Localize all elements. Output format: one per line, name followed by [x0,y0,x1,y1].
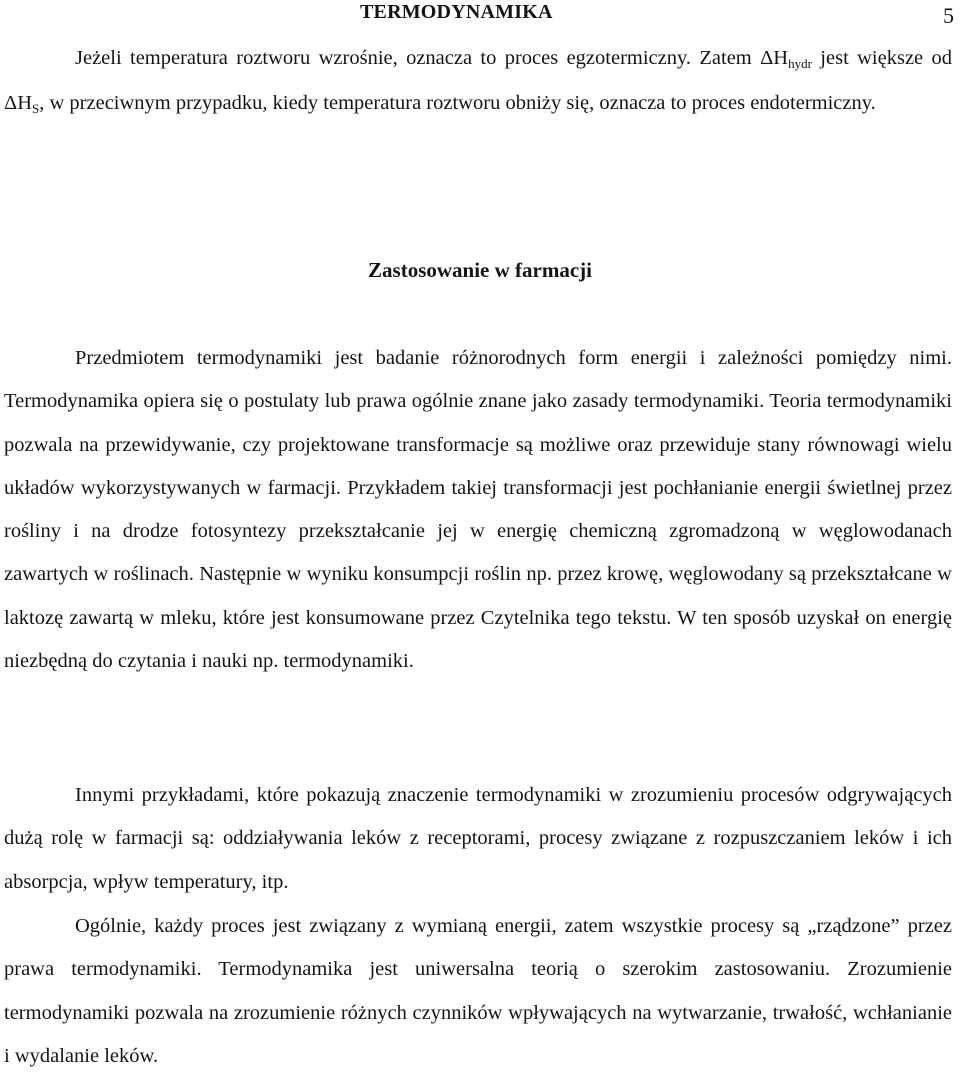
delta-symbol: Δ [4,92,18,114]
examples-paragraph-text: Innymi przykładami, które pokazują znaczenie termodynamiki w zrozumieniu procesów odgrywających dużą rolę w farmacji są: oddziaływania leków z receptorami, procesy związane z rozpuszczaniem leków i ich absorpcja, wpływ temperatury, itp. [4,784,952,893]
main-paragraph [4,337,952,683]
general-paragraph-text: Ogólnie, każdy proces jest związany z wymianą energii, zatem wszystkie procesy są „rządzone” przez prawa termodynamiki. Termodynamika jest uniwersalna teorią o szerokim zastosowaniu. Zrozumienie termodynamiki pozwala na zrozumienie różnych czynników wpływających na wytwarzanie, trwałość, wchłanianie i wydalanie leków. [4,915,952,1067]
intro-paragraph [4,36,952,126]
enthalpy-symbol: H [17,92,32,114]
intro-text-1: Jeżeli temperatura roztworu wzrośnie, oznacza to proces egzotermiczny. Zatem [75,47,761,69]
enthalpy-symbol: H [773,47,789,69]
page-number: 5 [943,3,954,28]
intro-text-3: , w przeciwnym przypadku, kiedy temperatura roztworu obniży się, oznacza to proces endotermiczny. [39,92,876,114]
subscript-hydr: hydr [788,56,812,71]
general-paragraph [4,905,952,1078]
header-title: TERMODYNAMIKA [360,1,553,23]
main-paragraph-text: Przedmiotem termodynamiki jest badanie różnorodnych form energii i zależności pomiędzy nimi. Termodynamika opiera się o postulaty lub prawa ogólnie znane jako zasady termodynamiki. Teoria termodynamiki pozwala na przewidywanie, czy projektowane transformacje są możliwe oraz przewiduje stany równowagi wielu układów wykorzystywanych w farmacji. Przykładem takiej transformacji jest pochłanianie energii świetlnej przez rośliny i na drodze fotosyntezy przekształcanie jej w energię chemiczną zgromadzoną w węglowodanach zawartych w roślinach. Następnie w wyniku konsumpcji roślin np. przez krowę, węglowodany są przekształcane w laktozę zawartą w mleku, które jest konsumowane przez Czytelnika tego tekstu. W ten sposób uzyskał on energię niezbędną do czytania i nauki np. termodynamiki. [4,347,952,673]
running-header [0,0,960,26]
section-heading: Zastosowanie w farmacji [368,258,592,282]
delta-symbol: Δ [760,47,774,69]
intro-text-2: jest większe od [811,47,952,69]
examples-paragraph [4,774,952,904]
subscript-s: S [32,101,40,116]
